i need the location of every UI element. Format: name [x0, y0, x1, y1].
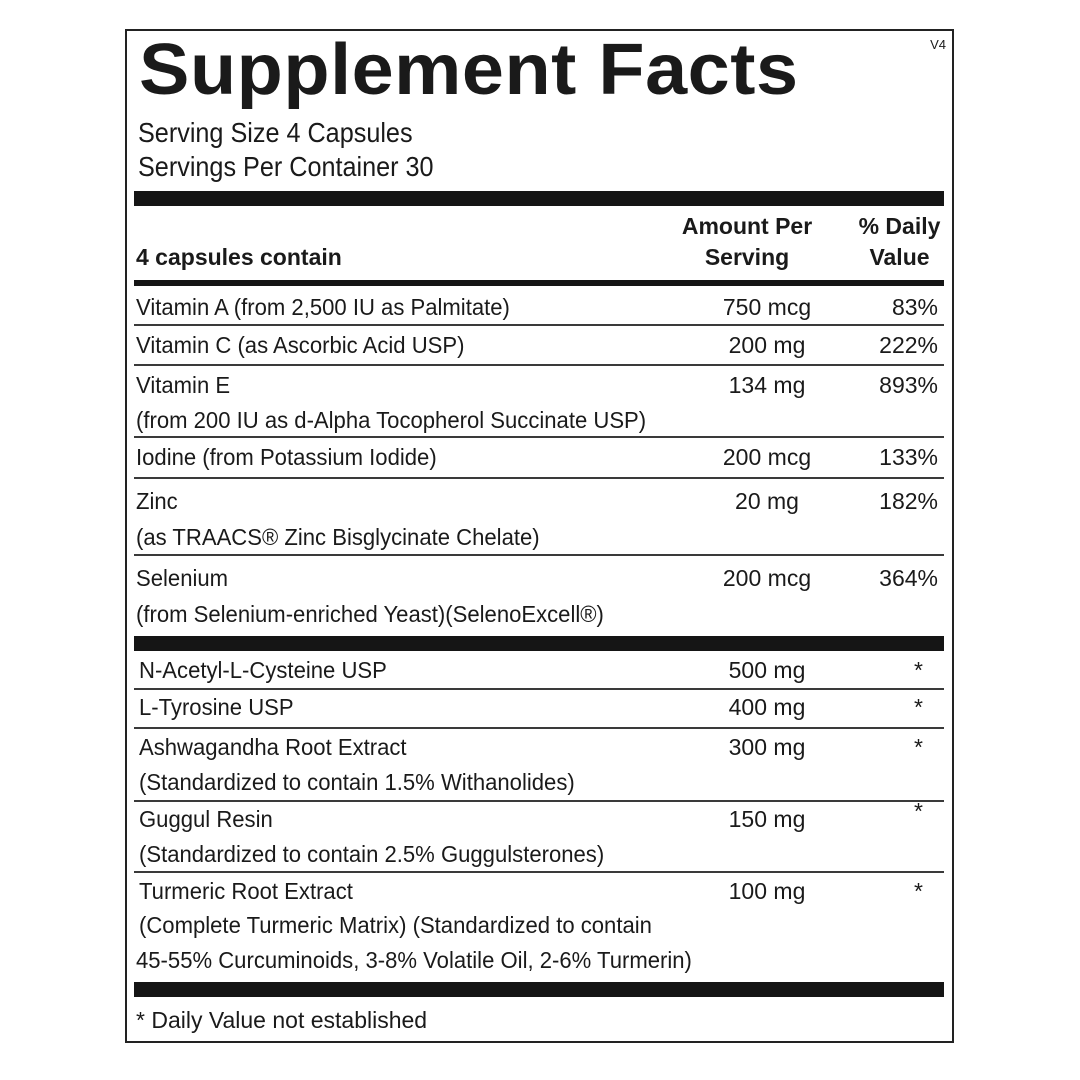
nutrient-name: Iodine (from Potassium Iodide): [136, 444, 437, 470]
footnote: * Daily Value not established: [136, 1007, 428, 1033]
supplement-facts-panel: [125, 29, 954, 1043]
row-divider: [134, 436, 944, 438]
nutrient-daily-value: 182%: [879, 488, 938, 514]
ingredient-name: Turmeric Root Extract: [139, 878, 353, 904]
ingredient-name: N-Acetyl-L-Cysteine USP: [139, 657, 387, 683]
ingredient-daily-value: *: [914, 657, 923, 683]
ingredient-name: L-Tyrosine USP: [139, 694, 294, 720]
ingredient-amount: 400 mg: [728, 694, 806, 720]
thick-divider: [134, 191, 944, 206]
column-header-daily-value: % Daily Value: [858, 213, 941, 270]
column-header-amount: Amount Per Serving: [681, 213, 813, 270]
nutrient-amount: 200 mcg: [722, 565, 812, 591]
nutrient-daily-value: 83%: [891, 294, 938, 320]
thick-divider: [134, 982, 944, 997]
serving-size: Serving Size 4 Capsules: [138, 117, 413, 148]
thick-divider: [134, 636, 944, 651]
panel-title: Supplement Facts: [139, 30, 799, 110]
nutrient-amount: 20 mg: [735, 488, 799, 514]
row-divider: [134, 871, 944, 873]
nutrient-detail: (as TRAACS® Zinc Bisglycinate Chelate): [136, 524, 540, 550]
nutrient-detail: (from 200 IU as d-Alpha Tocopherol Succinate USP): [136, 407, 647, 433]
version-code: V4: [930, 37, 946, 52]
nutrient-amount: 200 mg: [728, 332, 806, 358]
nutrient-amount: 750 mcg: [722, 294, 812, 320]
nutrient-name: Selenium: [136, 565, 229, 591]
nutrient-name: Zinc: [136, 488, 178, 514]
nutrient-daily-value: 364%: [879, 565, 938, 591]
row-divider: [134, 554, 944, 556]
nutrient-amount: 134 mg: [728, 372, 806, 398]
ingredient-detail: (Complete Turmeric Matrix) (Standardized to contain: [139, 912, 652, 938]
ingredient-detail: (Standardized to contain 2.5% Guggulsterones): [139, 841, 605, 867]
ingredient-amount: 300 mg: [728, 734, 806, 760]
ingredient-amount: 100 mg: [728, 878, 806, 904]
ingredient-name: Ashwagandha Root Extract: [139, 734, 407, 760]
nutrient-name: Vitamin C (as Ascorbic Acid USP): [136, 332, 465, 358]
row-divider: [134, 477, 944, 479]
ingredient-daily-value: *: [914, 798, 923, 824]
nutrient-daily-value: 222%: [879, 332, 938, 358]
nutrient-daily-value: 893%: [879, 372, 938, 398]
ingredient-name: Guggul Resin: [139, 806, 273, 832]
nutrient-name: Vitamin E: [136, 372, 231, 398]
ingredient-daily-value: *: [914, 734, 923, 760]
nutrient-amount: 200 mcg: [722, 444, 812, 470]
ingredient-detail: (Standardized to contain 1.5% Withanolides): [139, 769, 575, 795]
row-divider: [134, 364, 944, 366]
ingredient-daily-value: *: [914, 878, 923, 904]
servings-per-container: Servings Per Container 30: [138, 151, 434, 182]
ingredient-amount: 150 mg: [728, 806, 806, 832]
row-divider: [134, 324, 944, 326]
row-divider: [134, 727, 944, 729]
ingredient-detail: 45-55% Curcuminoids, 3-8% Volatile Oil, 2-6% Turmerin): [136, 947, 692, 973]
ingredient-amount: 500 mg: [728, 657, 806, 683]
column-header-contents: 4 capsules contain: [136, 244, 342, 270]
header-divider: [134, 280, 944, 286]
nutrient-name: Vitamin A (from 2,500 IU as Palmitate): [136, 294, 510, 320]
ingredient-daily-value: *: [914, 694, 923, 720]
nutrient-daily-value: 133%: [879, 444, 938, 470]
nutrient-detail: (from Selenium-enriched Yeast)(SelenoExcell®): [136, 601, 604, 627]
